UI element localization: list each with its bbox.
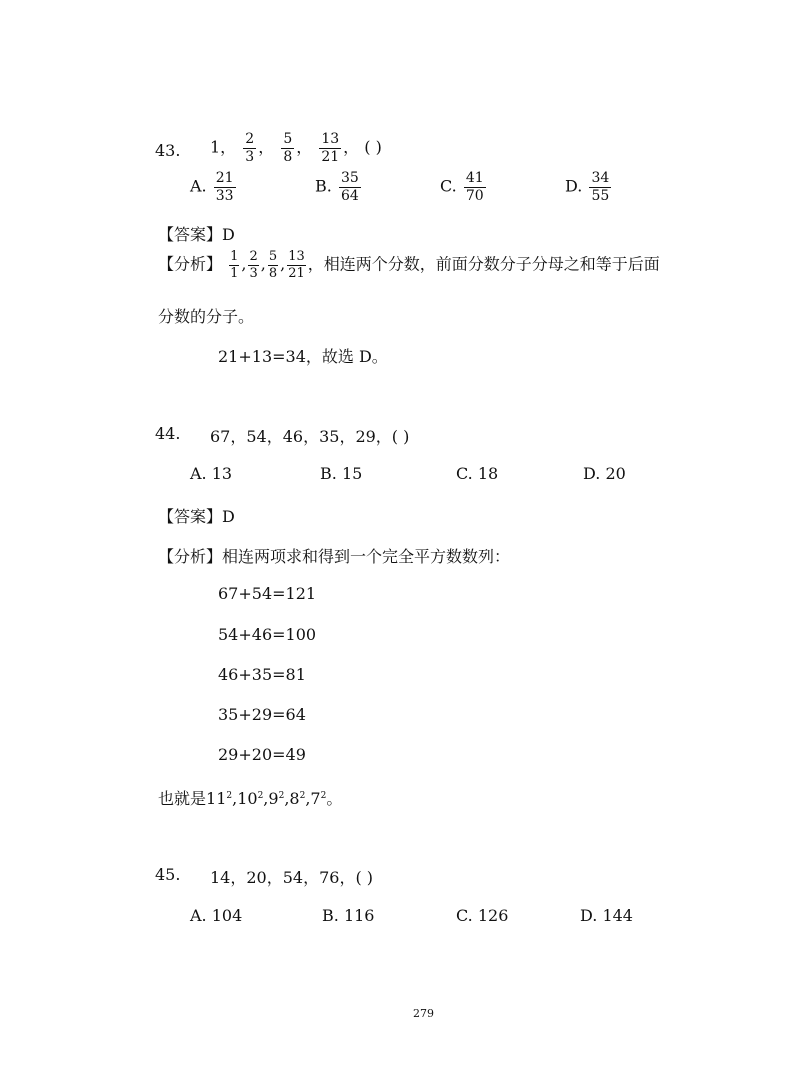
q43-sequence: 1， $\frac{2}{3}$ ， $\frac{5}{8}$ ， $\frac{13}{21}$ ， ( ) — [210, 131, 382, 165]
q44-calc-3: 46+35=81 — [218, 665, 306, 684]
q43-seq-frac-2: $\frac{5}{8}$ — [283, 131, 293, 165]
q43-option-c: C. $\frac{41}{70}$ — [440, 170, 484, 204]
q43-analysis: 【分析】 $\frac{1}{1}$ , $\frac{2}{3}$ , $\frac{5}{8}$ , $\frac{13}{21}$ ，相连两个分数，前面分数分子分母之和等于后面 — [158, 249, 660, 281]
q43-seq-frac-3: $\frac{13}{21}$ — [321, 131, 340, 165]
q43-option-b: B. $\frac{35}{64}$ — [315, 170, 359, 204]
q45-option-d: D. 144 — [580, 906, 633, 925]
q44-analysis — [158, 544, 510, 567]
q44-square-2: $10^2$, — [237, 789, 269, 808]
q45-number: 45. — [155, 865, 181, 884]
q43-number: 43. — [155, 141, 181, 160]
q43-analysis-frac-4: $\frac{13}{21}$ — [288, 249, 305, 281]
q43-analysis-tag: 【分析】 — [158, 254, 223, 274]
q43-answer-value: D — [222, 225, 235, 244]
q44-option-a: A. 13 — [190, 464, 233, 483]
q44-square-3: $9^2$, — [268, 789, 290, 808]
q44-calc-4: 35+29=64 — [218, 705, 306, 724]
q44-answer-tag: 【答案】 — [158, 507, 223, 526]
q43-analysis-frac-3: $\frac{5}{8}$ — [268, 249, 278, 281]
q43-option-d: D. $\frac{34}{55}$ — [565, 170, 610, 204]
q44-calc-5: 29+20=49 — [218, 745, 306, 764]
q44-option-c: C. 18 — [456, 464, 499, 483]
q44-answer-value: D — [222, 507, 235, 526]
q43-analysis-text: ，相连两个分数，前面分数分子分母之和等于后面 — [307, 254, 660, 274]
q44-option-b: B. 15 — [320, 464, 363, 483]
q45-option-a: A. 104 — [190, 906, 243, 925]
q44-answer — [158, 504, 235, 527]
q44-number: 44. — [155, 424, 181, 443]
page-number: 279 — [413, 1007, 434, 1020]
q44-analysis-tag: 【分析】 — [158, 547, 223, 566]
q43-option-a: A. $\frac{21}{33}$ — [190, 170, 234, 204]
q44-square-1: $11^2$, — [206, 789, 238, 808]
q43-calc: 21+13=34，故选 D。 — [218, 347, 388, 366]
q44-analysis-text: 相连两项求和得到一个完全平方数数列： — [222, 547, 511, 566]
q45-option-b: B. 116 — [322, 906, 375, 925]
q43-seq-frac-1: $\frac{2}{3}$ — [245, 131, 255, 165]
q43-analysis-text-2: 分数的分子。 — [158, 307, 255, 326]
q43-analysis-frac-2: $\frac{2}{3}$ — [249, 249, 258, 281]
q45-sequence: 14，20，54，76，( ) — [210, 868, 374, 887]
q43-analysis-frac-1: $\frac{1}{1}$ — [230, 249, 239, 281]
q43-blank: ( ) — [364, 137, 382, 157]
q43-seq-first: 1， — [210, 137, 237, 157]
q44-summary: 也就是$11^2,10^2,9^2,8^2,7^2$。 — [158, 789, 343, 808]
q43-answer — [158, 222, 235, 245]
q45-option-c: C. 126 — [456, 906, 509, 925]
q44-sequence: 67，54，46，35，29，( ) — [210, 427, 410, 446]
q44-square-4: $8^2$, — [289, 789, 311, 808]
q44-square-5: $7^2$ — [310, 789, 327, 808]
q44-option-d: D. 20 — [583, 464, 626, 483]
q44-calc-1: 67+54=121 — [218, 584, 317, 603]
q43-answer-tag: 【答案】 — [158, 225, 223, 244]
q44-calc-2: 54+46=100 — [218, 625, 317, 644]
